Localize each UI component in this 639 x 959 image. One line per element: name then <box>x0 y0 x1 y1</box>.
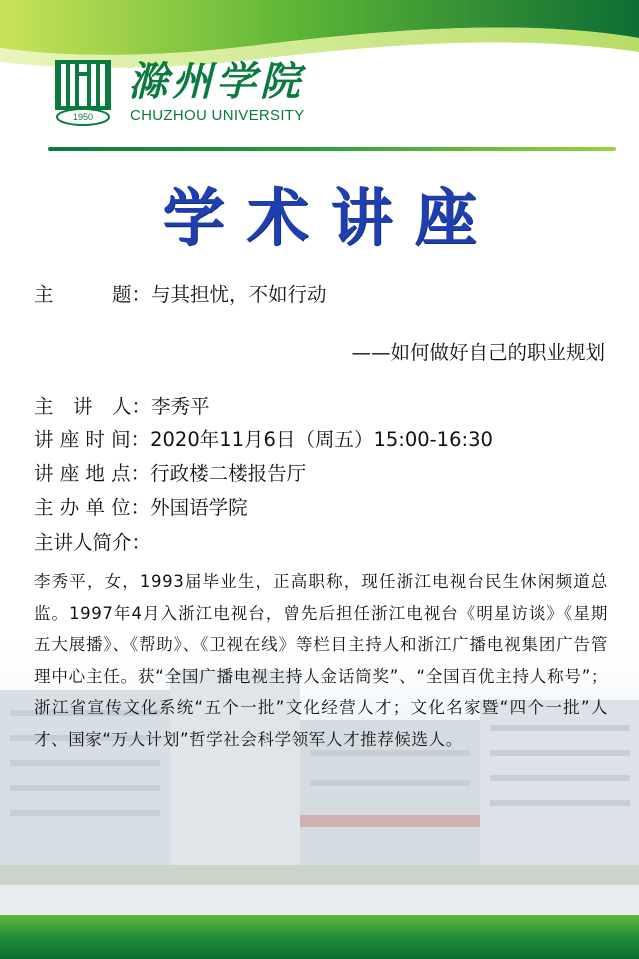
topic-subtitle: ——如何做好自己的职业规划 <box>351 341 605 364</box>
speaker-row <box>34 394 210 420</box>
place-value: 行政楼二楼报告厅 <box>150 462 307 485</box>
header-divider <box>48 147 616 151</box>
university-name-en: CHUZHOU UNIVERSITY <box>130 107 305 124</box>
topic-row <box>34 282 327 308</box>
bio-label: 主讲人简介： <box>34 531 152 554</box>
place-label: 讲 座 地 点： <box>34 462 151 485</box>
topic-value: 与其担忧，不如行动 <box>151 283 327 306</box>
speaker-bio: 李秀平，女，1993届毕业生，正高职称，现任浙江电视台民生休闲频道总监。1997年4月入浙江电视台，曾先后担任浙江电视台《明星访谈》《星期五大展播》、《帮助》、《卫视在线》等栏目主持人和浙江广播电视集团广告管理中心主任。获“全国广播电视主持人金话筒奖”、“全国百优主持人称号”；浙江省宣传文化系统“五个一批”文化经营人才；文化名家暨“四个一批”人才、国家“万人计划”哲学社会科学领军人才推荐候选人。 <box>34 572 608 749</box>
university-name-cn: 滁州学院 <box>128 58 304 105</box>
topic-label: 主 题： <box>34 283 152 306</box>
footer-bar <box>0 915 639 959</box>
host-value: 外国语学院 <box>150 496 248 519</box>
speaker-value: 李秀平 <box>151 395 210 418</box>
host-label: 主 办 单 位： <box>34 496 151 519</box>
time-value: 2020年11月6日（周五）15:00-16:30 <box>150 428 493 451</box>
time-label: 讲 座 时 间： <box>34 428 151 451</box>
speaker-label: 主 讲 人： <box>34 395 152 418</box>
logo-year: 1950 <box>72 112 94 122</box>
host-row <box>34 495 248 521</box>
time-row <box>34 427 493 453</box>
poster-title: 学术讲座 <box>162 181 499 254</box>
place-row <box>34 461 306 487</box>
